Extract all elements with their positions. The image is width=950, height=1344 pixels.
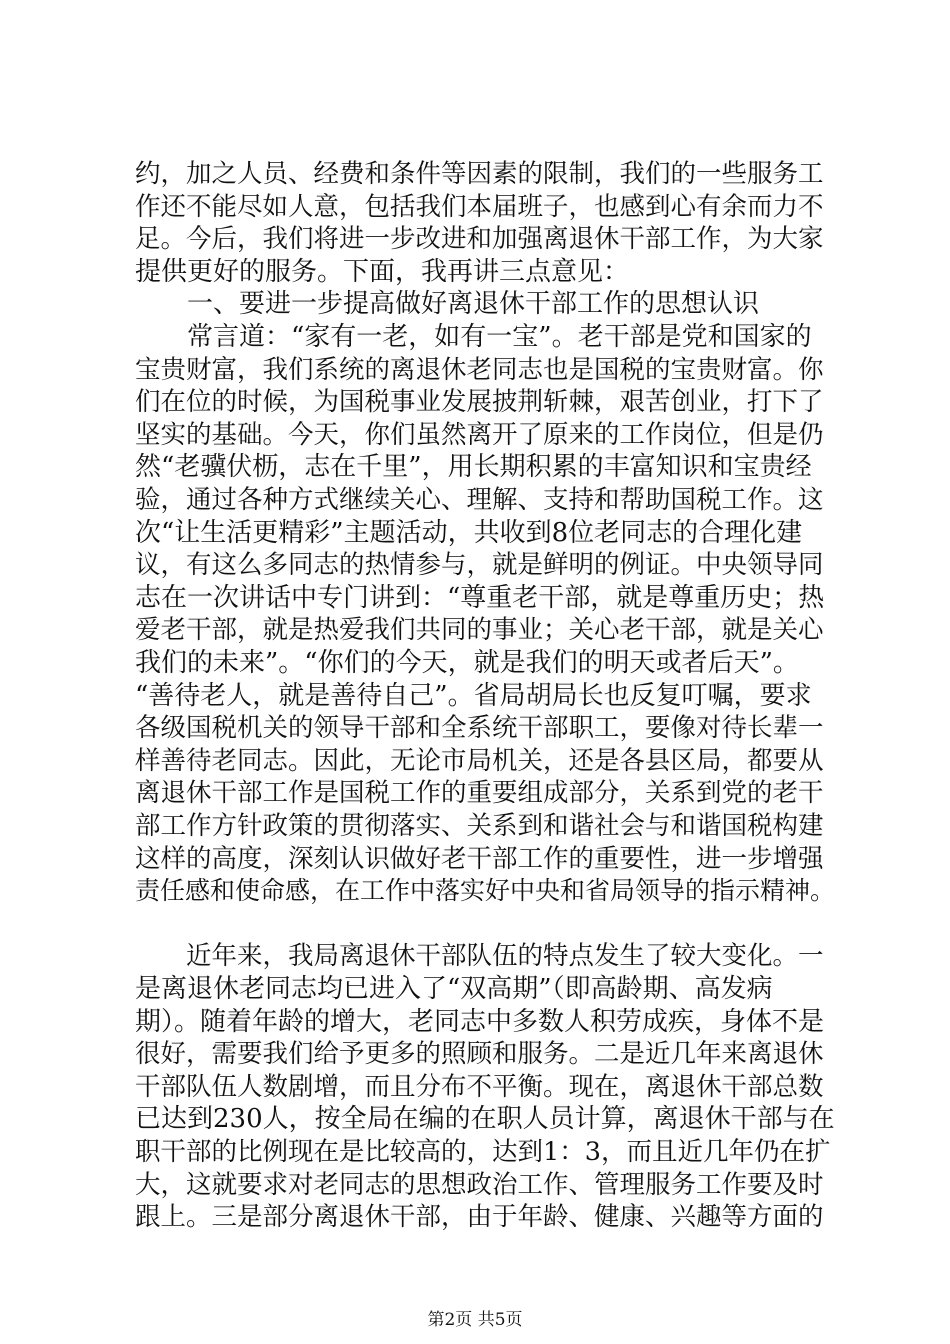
page-number-footer: 第2页 共5页 (427, 1310, 523, 1330)
text-line: 宝贵财富，我们系统的离退休老同志也是国税的宝贵财富。你 (135, 354, 824, 385)
text-line: 爱老干部，就是热爱我们共同的事业；关心老干部，就是关心 (135, 615, 824, 646)
text-line: 验，通过各种方式继续关心、理解、支持和帮助国税工作。这 (135, 485, 824, 515)
text-line: 责任感和使命感，在工作中落实好中央和省局领导的指示精神。 (135, 876, 836, 906)
text-line: 议，有这么多同志的热情参与，就是鲜明的例证。中央领导同 (135, 550, 824, 581)
text-line: 坚实的基础。今天，你们虽然离开了原来的工作岗位，但是仍 (135, 419, 824, 450)
text-line: 期）。随着年龄的增大，老同志中多数人积劳成疾，身体不是 (135, 1006, 825, 1037)
text-line: 大，这就要求对老同志的思想政治工作、管理服务工作要及时 (135, 1169, 824, 1200)
text-line: 干部队伍人数剧增，而且分布不平衡。现在，离退休干部总数 (135, 1071, 824, 1102)
text-line: 提供更好的服务。下面，我再讲三点意见： (135, 256, 630, 287)
text-line: 各级国税机关的领导干部和全系统干部职工，要像对待长辈一 (135, 713, 824, 744)
text-line: 作还不能尽如人意，包括我们本届班子，也感到心有余而力不 (135, 191, 824, 222)
text-line: 近年来，我局离退休干部队伍的特点发生了较大变化。一 (135, 941, 824, 972)
text-line: “善待老人，就是善待自己”。省局胡局长也反复叮嘱，要求 (135, 680, 812, 711)
text-line: 约，加之人员、经费和条件等因素的限制，我们的一些服务工 (135, 159, 824, 189)
text-line: 样善待老同志。因此，无论市局机关，还是各县区局，都要从 (135, 745, 824, 776)
text-line: 然“老骥伏枥，志在千里”，用长期积累的丰富知识和宝贵经 (135, 452, 812, 483)
text-line: 次“让生活更精彩”主题活动，共收到8位老同志的合理化建 (135, 517, 803, 548)
text-line: 们在位的时候，为国税事业发展披荆斩棘，艰苦创业，打下了 (135, 387, 824, 418)
text-line: 足。今后，我们将进一步改进和加强离退休干部工作，为大家 (135, 224, 824, 255)
text-line: 一、要进一步提高做好离退休干部工作的思想认识 (135, 289, 760, 320)
text-line: 部工作方针政策的贯彻落实、关系到和谐社会与和谐国税构建 (135, 811, 824, 841)
text-line: 这样的高度，深刻认识做好老干部工作的重要性，进一步增强 (135, 843, 824, 874)
text-line: 离退休干部工作是国税工作的重要组成部分，关系到党的老干 (135, 778, 824, 809)
text-line: 是离退休老同志均已进入了“双高期”（即高龄期、高发病 (135, 974, 773, 1004)
text-line: 志在一次讲话中专门讲到：“尊重老干部，就是尊重历史；热 (135, 582, 825, 613)
text-line: 我们的未来”。“你们的今天，就是我们的明天或者后天”。 (135, 648, 799, 678)
text-line: 跟上。三是部分离退休干部，由于年龄、健康、兴趣等方面的 (135, 1202, 824, 1233)
text-line: 常言道：“家有一老，如有一宝”。老干部是党和国家的 (135, 322, 812, 352)
text-line: 很好，需要我们给予更多的照顾和服务。二是近几年来离退休 (135, 1039, 824, 1070)
text-line: 已达到230人，按全局在编的在职人员计算，离退休干部与在 (135, 1104, 835, 1135)
text-line: 职干部的比例现在是比较高的，达到1：3，而且近几年仍在扩 (135, 1137, 831, 1167)
